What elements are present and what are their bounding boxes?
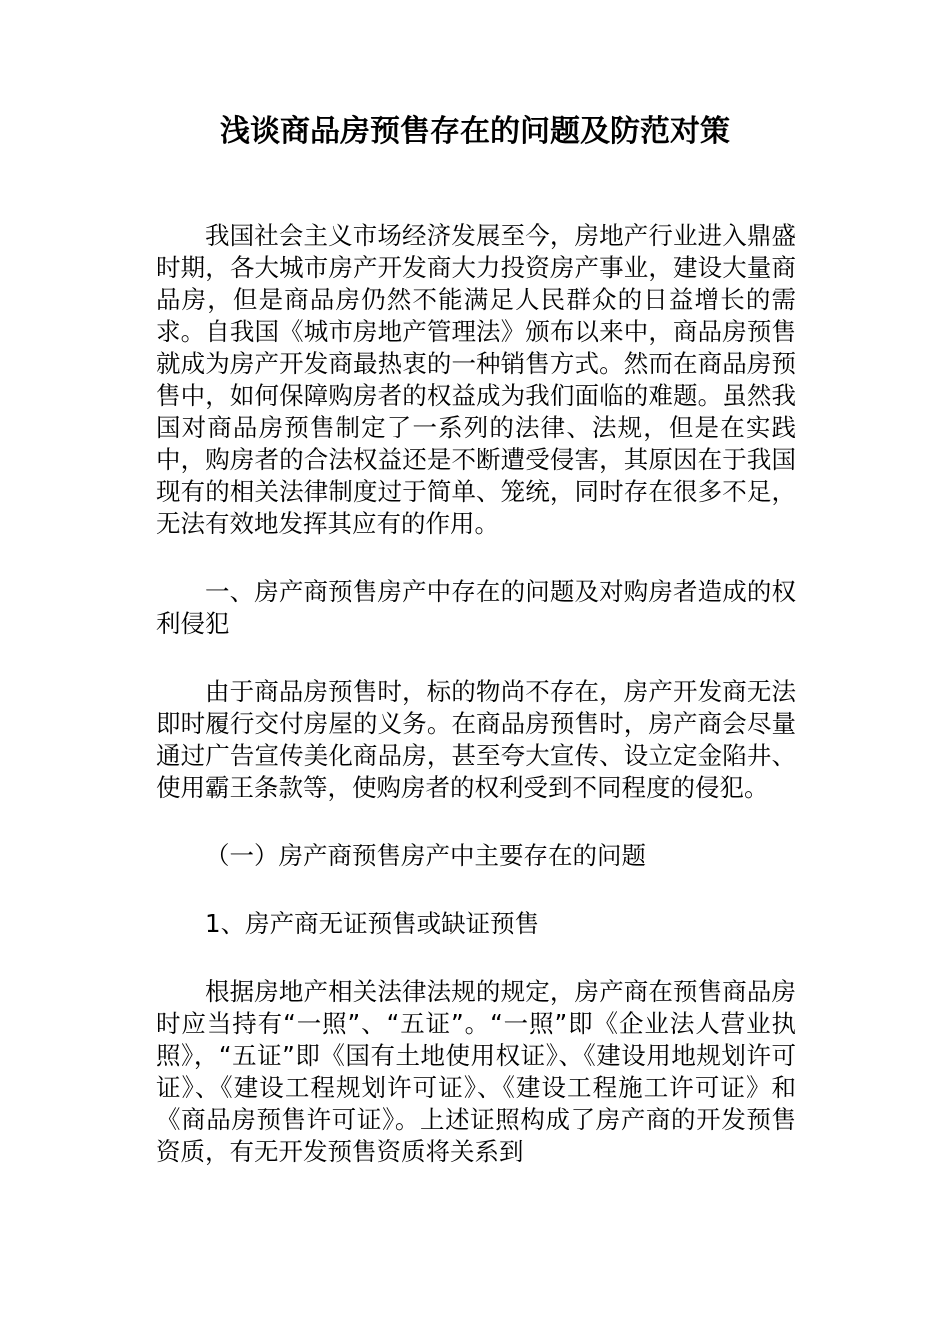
- paragraph-item-1: 根据房地产相关法律法规的规定，房产商在预售商品房时应当持有“一照”、“五证”。“一照”即《企业法人营业执照》，“五证”即《国有土地使用权证》、《建设用地规划许可证》、《建设工程规划许可证》、《建设工程施工许可证》和《商品房预售许可证》。上述证照构成了房产商的开发预售资质，有无开发预售资质将关系到: [156, 977, 796, 1166]
- heading-item-1: 1、房产商无证预售或缺证预售: [205, 909, 540, 938]
- paragraph-gap: [156, 872, 796, 908]
- heading-subsection-1: （一）房产商预售房产中主要存在的问题: [205, 841, 646, 870]
- document-body: [156, 220, 796, 1168]
- paragraph-section-1: 由于商品房预售时，标的物尚不存在，房产开发商无法即时履行交付房屋的义务。在商品房预售时，房产商会尽量通过广告宣传美化商品房，甚至夸大宣传、设立定金陷井、使用霸王条款等，使购房者的权利受到不同程度的侵犯。: [156, 677, 796, 802]
- heading-section-1: 一、房产商预售房产中存在的问题及对购房者造成的权利侵犯: [156, 577, 796, 638]
- paragraph-gap: [156, 640, 796, 676]
- paragraph-intro: 我国社会主义市场经济发展至今，房地产行业进入鼎盛时期，各大城市房产开发商大力投资房产事业，建设大量商品房，但是商品房仍然不能满足人民群众的日益增长的需求。自我国《城市房地产管理法》颁布以来中，商品房预售就成为房产开发商最热衷的一种销售方式。然而在商品房预售中，如何保障购房者的权益成为我们面临的难题。虽然我国对商品房预售制定了一系列的法律、法规，但是在实践中，购房者的合法权益还是不断遭受侵害，其原因在于我国现有的相关法律制度过于简单、笼统，同时存在很多不足，无法有效地发挥其应有的作用。: [156, 221, 796, 538]
- paragraph-gap: [156, 940, 796, 976]
- paragraph-gap: [156, 540, 796, 576]
- document-title: 浅谈商品房预售存在的问题及防范对策: [220, 114, 730, 149]
- paragraph-gap: [156, 804, 796, 840]
